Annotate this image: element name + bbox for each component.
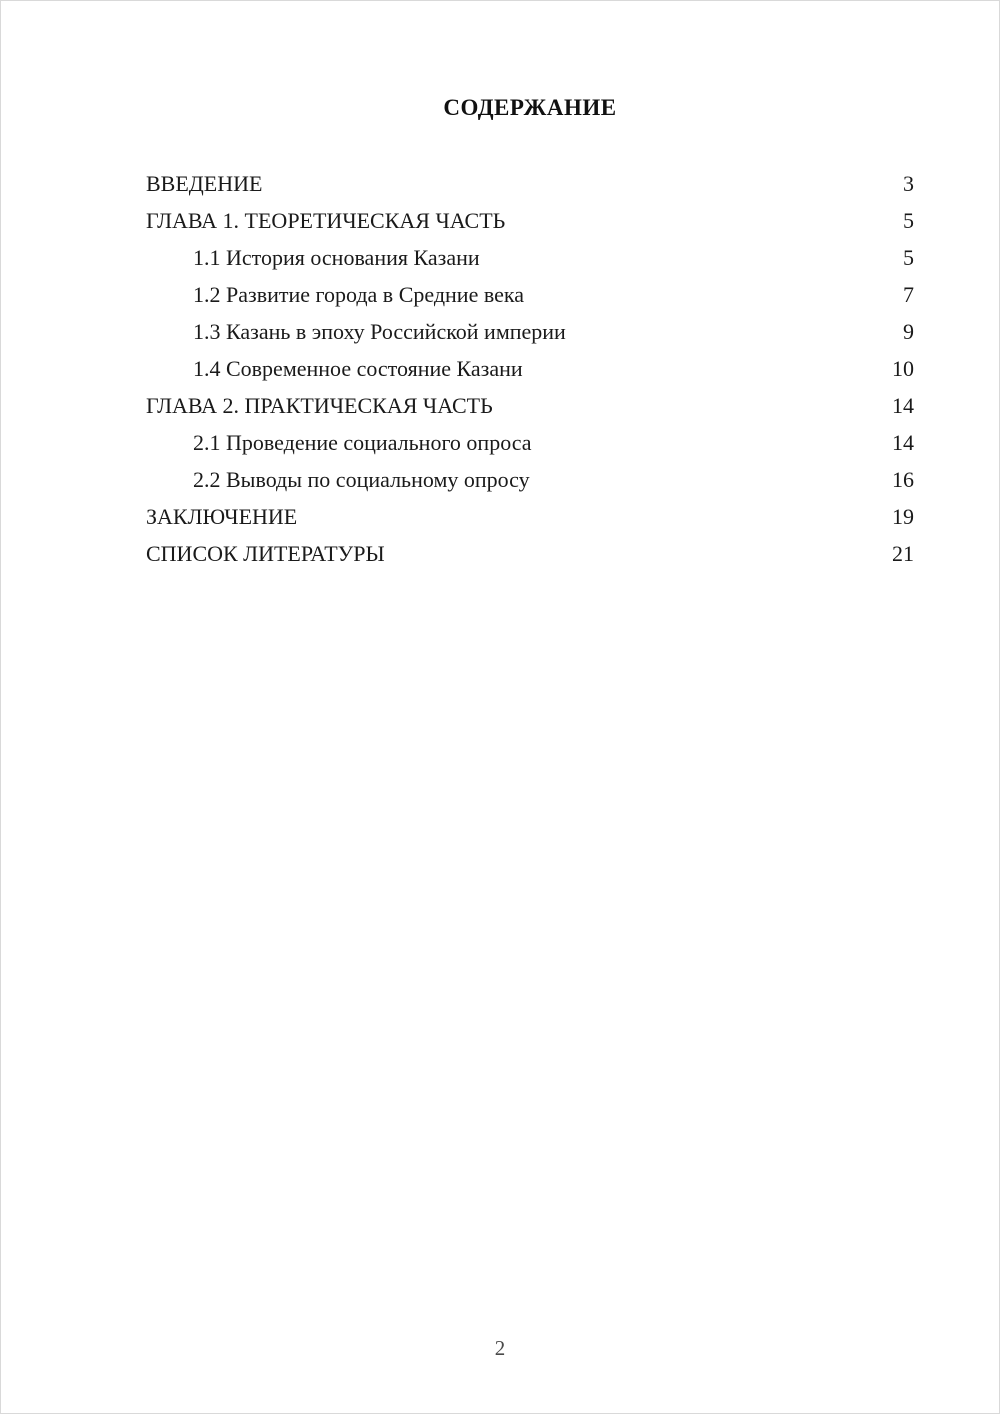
toc-entry-section-2-1 (146, 424, 914, 461)
toc-entry-label: 1.2 Развитие города в Средние века (193, 282, 524, 307)
toc-entry-page: 16 (892, 467, 914, 492)
page-title: СОДЕРЖАНИЕ (443, 95, 617, 120)
toc-entry-page: 21 (892, 541, 914, 566)
toc-entry-chapter-2 (146, 387, 914, 424)
toc-entry-label: СПИСОК ЛИТЕРАТУРЫ (146, 541, 385, 566)
toc-entry-label: 2.2 Выводы по социальному опросу (193, 467, 530, 492)
toc-entry-label: 1.1 История основания Казани (193, 245, 480, 270)
toc-entry-introduction (146, 165, 914, 202)
toc-entry-conclusion (146, 498, 914, 535)
toc-entry-label: 1.3 Казань в эпоху Российской империи (193, 319, 566, 344)
toc-entry-page: 9 (903, 319, 914, 344)
toc-entry-references (146, 535, 914, 572)
toc-entry-page: 3 (903, 171, 914, 196)
toc-entry-label: ВВЕДЕНИЕ (146, 171, 263, 196)
toc-entry-page: 10 (892, 356, 914, 381)
toc-entry-label: 1.4 Современное состояние Казани (193, 356, 523, 381)
toc-entry-label: ГЛАВА 2. ПРАКТИЧЕСКАЯ ЧАСТЬ (146, 393, 493, 418)
toc-entry-section-2-2 (146, 461, 914, 498)
toc-entry-page: 5 (903, 208, 914, 233)
toc-entry-section-1-2 (146, 276, 914, 313)
toc-entry-page: 7 (903, 282, 914, 307)
toc-entry-section-1-3 (146, 313, 914, 350)
page-number: 2 (494, 1336, 506, 1360)
toc-entry-section-1-4 (146, 350, 914, 387)
toc-entry-page: 5 (903, 245, 914, 270)
toc-entry-page: 14 (892, 393, 914, 418)
toc-entry-page: 14 (892, 430, 914, 455)
toc-content (146, 95, 914, 572)
toc-entry-label: 2.1 Проведение социального опроса (193, 430, 532, 455)
toc-entry-label: ГЛАВА 1. ТЕОРЕТИЧЕСКАЯ ЧАСТЬ (146, 208, 506, 233)
table-of-contents (146, 165, 914, 572)
toc-entry-section-1-1 (146, 239, 914, 276)
toc-entry-label: ЗАКЛЮЧЕНИЕ (146, 504, 298, 529)
toc-entry-chapter-1 (146, 202, 914, 239)
toc-entry-page: 19 (892, 504, 914, 529)
